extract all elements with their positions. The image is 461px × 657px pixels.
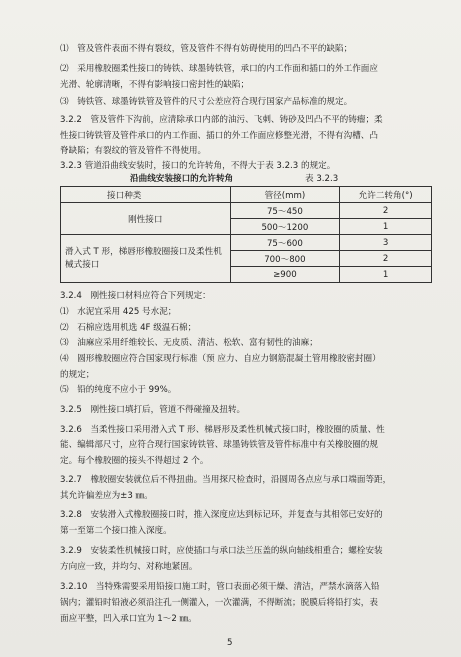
text-line: 3.2.8 安装滑入式橡胶圈接口时，推入深度应达到标记环，并复查与其相邻已安好的	[60, 510, 383, 520]
page-number: 5	[227, 638, 233, 648]
text-line: ⑶ 铸铁管、球墨铸铁管及管件的尺寸公差应符合现行国家产品标准的规定。	[60, 97, 353, 107]
text-line: 3.2.2 管及管件下沟前，应清除承口内部的油污、飞刺、铸砂及凹凸不平的铸瘤；柔	[60, 115, 383, 125]
joint-type-cell: 滑入式 T 形，梯唇形橡胶圈接口及柔性机械式接口	[61, 235, 231, 283]
text-line: 3.2.7 橡胶圈安装就位后不得扭曲。当用探尺检查时，沿圆周各点应与承口端面等距，	[60, 475, 392, 485]
text-line: 定。每个橡胶圈的接头不得超过 2 个。	[60, 456, 209, 466]
text-line: ⑴ 水泥宜采用 425 号水泥；	[60, 307, 177, 317]
table-number: 表 3.2.3	[305, 174, 339, 184]
header-joint-type: 接口种类	[61, 187, 231, 203]
header-angle: 允许二转角(°)	[340, 187, 432, 203]
joint-type-cell: 刚性接口	[61, 203, 231, 235]
diameter-cell: 75～450	[230, 203, 340, 219]
text-line: 的规定；	[60, 370, 95, 380]
table-row	[61, 235, 432, 251]
text-line: 3.2.3 管道沿曲线安装时，接口的允许转角，不得大于表 3.2.3 的规定。	[60, 161, 336, 171]
angle-cell: 2	[340, 203, 432, 219]
angle-cell: 2	[340, 251, 432, 267]
text-line: 其允许偏差应为±3 ㎜。	[60, 491, 153, 501]
angle-cell: 1	[340, 267, 432, 283]
table-header-row	[61, 187, 432, 203]
header-diameter: 管径(mm)	[230, 187, 340, 203]
text-line: ⑷ 圆形橡胶圈应符合国家现行标准（预 应力、自应力钢筋混凝土管用橡胶密封圈）	[60, 354, 381, 364]
text-line: ⑵ 石棉应选用机选 4F 级温石棉；	[60, 323, 197, 333]
angle-cell: 1	[340, 219, 432, 235]
table-title: 沿曲线安装接口的允许转角	[130, 174, 234, 184]
angle-table	[60, 186, 432, 283]
text-line: 光滑、轮廓清晰，不得有影响接口密封性的缺陷；	[60, 80, 250, 90]
diameter-cell: 500～1200	[230, 219, 340, 235]
diameter-cell: 75～600	[230, 235, 340, 251]
text-line: 锅内；灌铅时铅液必须沿注孔一侧灌入，一次灌满，不得断流；脱膜后将铅打实，表	[60, 598, 378, 608]
text-line: 能、编辑部尺寸，应符合现行国家铸铁管、球墨铸铁管及管件标准中有关橡胶圈的规	[60, 440, 378, 450]
text-line: 3.2.6 当柔性接口采用滑入式 T 形、梯唇形及柔性机械式接口时，橡胶圈的质量、性	[60, 425, 385, 435]
angle-cell: 3	[340, 235, 432, 251]
text-line: 3.2.10 当特殊需要采用铅接口施工时，管口表面必须干燥、清洁，严禁水滴落入铅	[60, 582, 380, 592]
table-caption	[60, 172, 430, 185]
text-line: 脊缺陷；有裂纹的管及管件不得使用。	[60, 146, 207, 156]
text-line: 第一至第二个接口推入深度。	[60, 526, 172, 536]
diameter-cell: ≥900	[230, 267, 340, 283]
table-row	[61, 203, 432, 219]
text-line: 3.2.9 安装柔性机械接口时，应使插口与承口法兰压盖的纵向轴线相重合；螺栓安装	[60, 546, 383, 556]
text-line: 性接口铸铁管及管件承口的内工作面、插口的外工作面应修整光滑，不得有沟槽、凸	[60, 131, 378, 141]
text-line: ⑸ 铅的纯度不应小于 99%。	[60, 385, 177, 395]
text-line: 方向应一致，并均匀、对称地紧固。	[60, 562, 198, 572]
text-line: ⑶ 油麻应采用纤维较长、无皮质、清洁、松软、富有韧性的油麻；	[60, 338, 318, 348]
text-line: ⑴ 管及管件表面不得有裂纹，管及管件不得有妨碍使用的凹凸不平的缺陷；	[60, 44, 353, 54]
text-line: 3.2.5 刚性接口填打后，管道不得碰撞及扭转。	[60, 405, 246, 415]
text-line: ⑵ 采用橡胶圈柔性接口的铸铁、球墨铸铁管，承口的内工作面和插口的外工作面应	[60, 64, 378, 74]
diameter-cell: 700～800	[230, 251, 340, 267]
text-line: 3.2.4 刚性接口材料应符合下列规定：	[60, 291, 211, 301]
text-line: 面应平整，凹入承口宜为 1～2 ㎜。	[60, 614, 197, 624]
